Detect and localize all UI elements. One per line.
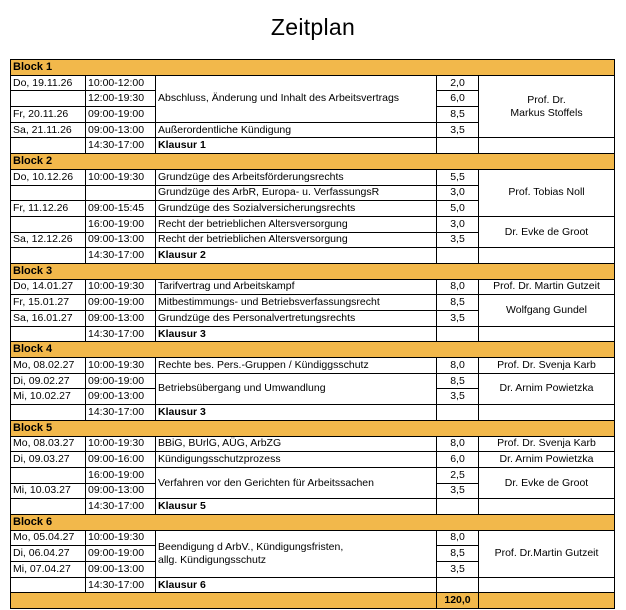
topic-cell: Recht der betrieblichen Altersversorgung <box>156 232 437 248</box>
block-label: Block 6 <box>11 514 615 530</box>
topic-cell: Recht der betrieblichen Altersversorgung <box>156 216 437 232</box>
exam-cell: Klausur 3 <box>156 405 437 421</box>
hours-cell: 8,5 <box>437 546 479 562</box>
hours-cell <box>437 577 479 593</box>
time-cell: 09:00-19:00 <box>86 107 156 123</box>
time-cell: 09:00-13:00 <box>86 311 156 327</box>
date-cell: Di, 09.03.27 <box>11 452 86 468</box>
topic-line: allg. Kündigungsschutz <box>158 553 266 566</box>
exam-cell: Klausur 3 <box>156 326 437 342</box>
date-cell: Sa, 16.01.27 <box>11 311 86 327</box>
time-cell: 09:00-15:45 <box>86 201 156 217</box>
hours-cell <box>437 248 479 264</box>
date-cell: Di, 09.02.27 <box>11 373 86 389</box>
table-row <box>11 499 615 515</box>
total-filler <box>11 593 437 609</box>
block-header-row <box>11 263 615 279</box>
date-cell <box>11 326 86 342</box>
date-cell: Fr, 20.11.26 <box>11 107 86 123</box>
date-cell <box>11 91 86 107</box>
total-filler <box>479 593 615 609</box>
time-cell: 16:00-19:00 <box>86 467 156 483</box>
hours-cell: 8,5 <box>437 295 479 311</box>
hours-cell: 8,0 <box>437 358 479 374</box>
time-cell: 09:00-19:00 <box>86 546 156 562</box>
time-cell: 10:00-12:00 <box>86 75 156 91</box>
hours-cell: 3,5 <box>437 562 479 578</box>
hours-cell: 3,5 <box>437 311 479 327</box>
date-cell <box>11 216 86 232</box>
total-hours: 120,0 <box>437 593 479 609</box>
lecturer-cell: Dr. Evke de Groot <box>479 467 615 498</box>
block-label: Block 1 <box>11 60 615 76</box>
hours-cell: 3,5 <box>437 232 479 248</box>
lecturer-cell: Dr. Evke de Groot <box>479 216 615 247</box>
page-title: Zeitplan <box>270 14 356 40</box>
date-cell: Fr, 15.01.27 <box>11 295 86 311</box>
total-row <box>11 593 615 609</box>
lecturer-cell: Prof. Dr. Svenja Karb <box>479 358 615 374</box>
topic-cell <box>156 530 437 577</box>
hours-cell: 3,5 <box>437 122 479 138</box>
date-cell: Sa, 21.11.26 <box>11 122 86 138</box>
time-cell: 09:00-19:00 <box>86 295 156 311</box>
date-cell <box>11 248 86 264</box>
lecturer-cell: Dr. Arnim Powietzka <box>479 373 615 404</box>
hours-cell: 2,5 <box>437 467 479 483</box>
block-header-row <box>11 154 615 170</box>
table-row <box>11 279 615 295</box>
time-cell: 10:00-19:30 <box>86 279 156 295</box>
hours-cell <box>437 405 479 421</box>
date-cell: Do, 19.11.26 <box>11 75 86 91</box>
date-cell: Mo, 05.04.27 <box>11 530 86 546</box>
table-row <box>11 248 615 264</box>
time-cell: 09:00-19:00 <box>86 373 156 389</box>
lecturer-cell <box>479 326 615 342</box>
table-row <box>11 467 615 483</box>
topic-cell: Betriebsübergang und Umwandlung <box>156 373 437 404</box>
date-cell <box>11 138 86 154</box>
time-cell: 10:00-19:30 <box>86 358 156 374</box>
topic-cell: Außerordentliche Kündigung <box>156 122 437 138</box>
date-cell: Mi, 10.02.27 <box>11 389 86 405</box>
exam-cell: Klausur 1 <box>156 138 437 154</box>
lecturer-cell: Prof. Tobias Noll <box>479 169 615 216</box>
topic-line: Beendigung d ArbV., Kündigungsfristen, <box>158 540 344 553</box>
topic-cell: Grundzüge des Sozialversicherungsrechts <box>156 201 437 217</box>
exam-cell: Klausur 2 <box>156 248 437 264</box>
topic-cell: BBiG, BUrlG, AÜG, ArbZG <box>156 436 437 452</box>
date-cell <box>11 577 86 593</box>
time-cell: 10:00-19:30 <box>86 436 156 452</box>
block-label: Block 4 <box>11 342 615 358</box>
table-row <box>11 295 615 311</box>
date-cell: Mi, 10.03.27 <box>11 483 86 499</box>
block-header-row <box>11 342 615 358</box>
hours-cell <box>437 499 479 515</box>
exam-cell: Klausur 6 <box>156 577 437 593</box>
hours-cell: 3,5 <box>437 389 479 405</box>
topic-cell: Tarifvertrag und Arbeitskampf <box>156 279 437 295</box>
table-row <box>11 138 615 154</box>
table-row <box>11 358 615 374</box>
lecturer-cell: Prof. Dr.Martin Gutzeit <box>479 530 615 577</box>
date-cell: Di, 06.04.27 <box>11 546 86 562</box>
date-cell: Sa, 12.12.26 <box>11 232 86 248</box>
block-header-row <box>11 60 615 76</box>
hours-cell <box>437 138 479 154</box>
time-cell: 16:00-19:00 <box>86 216 156 232</box>
topic-cell: Rechte bes. Pers.-Gruppen / Kündiggsschutz <box>156 358 437 374</box>
schedule-table <box>10 59 615 609</box>
time-cell: 14:30-17:00 <box>86 577 156 593</box>
lecturer-cell: Dr. Arnim Powietzka <box>479 452 615 468</box>
hours-cell: 8,0 <box>437 279 479 295</box>
hours-cell: 3,5 <box>437 483 479 499</box>
time-cell: 14:30-17:00 <box>86 405 156 421</box>
time-cell: 14:30-17:00 <box>86 326 156 342</box>
table-row <box>11 75 615 91</box>
date-cell <box>11 405 86 421</box>
hours-cell: 3,0 <box>437 216 479 232</box>
lecturer-cell <box>479 577 615 593</box>
time-cell: 09:00-16:00 <box>86 452 156 468</box>
hours-cell: 3,0 <box>437 185 479 201</box>
hours-cell <box>437 326 479 342</box>
table-row <box>11 405 615 421</box>
topic-cell: Verfahren vor den Gerichten für Arbeitssachen <box>156 467 437 498</box>
lecturer-cell <box>479 138 615 154</box>
hours-cell: 5,0 <box>437 201 479 217</box>
topic-cell: Grundzüge des Personalvertretungsrechts <box>156 311 437 327</box>
time-cell: 14:30-17:00 <box>86 248 156 264</box>
table-row <box>11 169 615 185</box>
table-row <box>11 216 615 232</box>
topic-cell: Grundzüge des Arbeitsförderungsrechts <box>156 169 437 185</box>
date-cell: Fr, 11.12.26 <box>11 201 86 217</box>
block-header-row <box>11 420 615 436</box>
time-cell: 09:00-13:00 <box>86 122 156 138</box>
lecturer-line: Markus Stoffels <box>510 106 583 119</box>
lecturer-cell: Prof. Dr. Martin Gutzeit <box>479 279 615 295</box>
hours-cell: 8,5 <box>437 107 479 123</box>
block-header-row <box>11 514 615 530</box>
block-label: Block 5 <box>11 420 615 436</box>
time-cell: 09:00-13:00 <box>86 389 156 405</box>
hours-cell: 8,0 <box>437 530 479 546</box>
table-row <box>11 373 615 389</box>
time-cell: 10:00-19:30 <box>86 169 156 185</box>
lecturer-line: Prof. Dr. <box>527 93 566 106</box>
time-cell <box>86 185 156 201</box>
table-row <box>11 452 615 468</box>
table-row <box>11 436 615 452</box>
time-cell: 09:00-13:00 <box>86 562 156 578</box>
table-row <box>11 530 615 546</box>
date-cell: Mi, 07.04.27 <box>11 562 86 578</box>
hours-cell: 6,0 <box>437 452 479 468</box>
date-cell: Mo, 08.03.27 <box>11 436 86 452</box>
lecturer-cell <box>479 405 615 421</box>
table-row <box>11 326 615 342</box>
lecturer-cell <box>479 75 615 138</box>
lecturer-cell: Wolfgang Gundel <box>479 295 615 326</box>
lecturer-cell <box>479 499 615 515</box>
hours-cell: 5,5 <box>437 169 479 185</box>
block-label: Block 3 <box>11 263 615 279</box>
time-cell: 12:00-19:30 <box>86 91 156 107</box>
date-cell <box>11 499 86 515</box>
hours-cell: 8,0 <box>437 436 479 452</box>
time-cell: 09:00-13:00 <box>86 232 156 248</box>
date-cell: Mo, 08.02.27 <box>11 358 86 374</box>
exam-cell: Klausur 5 <box>156 499 437 515</box>
hours-cell: 6,0 <box>437 91 479 107</box>
date-cell: Do, 14.01.27 <box>11 279 86 295</box>
table-row <box>11 577 615 593</box>
time-cell: 14:30-17:00 <box>86 499 156 515</box>
date-cell: Do, 10.12.26 <box>11 169 86 185</box>
lecturer-cell: Prof. Dr. Svenja Karb <box>479 436 615 452</box>
time-cell: 09:00-13:00 <box>86 483 156 499</box>
block-label: Block 2 <box>11 154 615 170</box>
hours-cell: 8,5 <box>437 373 479 389</box>
time-cell: 10:00-19:30 <box>86 530 156 546</box>
topic-cell: Grundzüge des ArbR, Europa- u. VerfassungsR <box>156 185 437 201</box>
date-cell <box>11 185 86 201</box>
topic-cell: Mitbestimmungs- und Betriebsverfassungsrecht <box>156 295 437 311</box>
topic-cell: Abschluss, Änderung und Inhalt des Arbeitsvertrags <box>156 75 437 122</box>
topic-cell: Kündigungsschutzprozess <box>156 452 437 468</box>
lecturer-cell <box>479 248 615 264</box>
date-cell <box>11 467 86 483</box>
time-cell: 14:30-17:00 <box>86 138 156 154</box>
hours-cell: 2,0 <box>437 75 479 91</box>
